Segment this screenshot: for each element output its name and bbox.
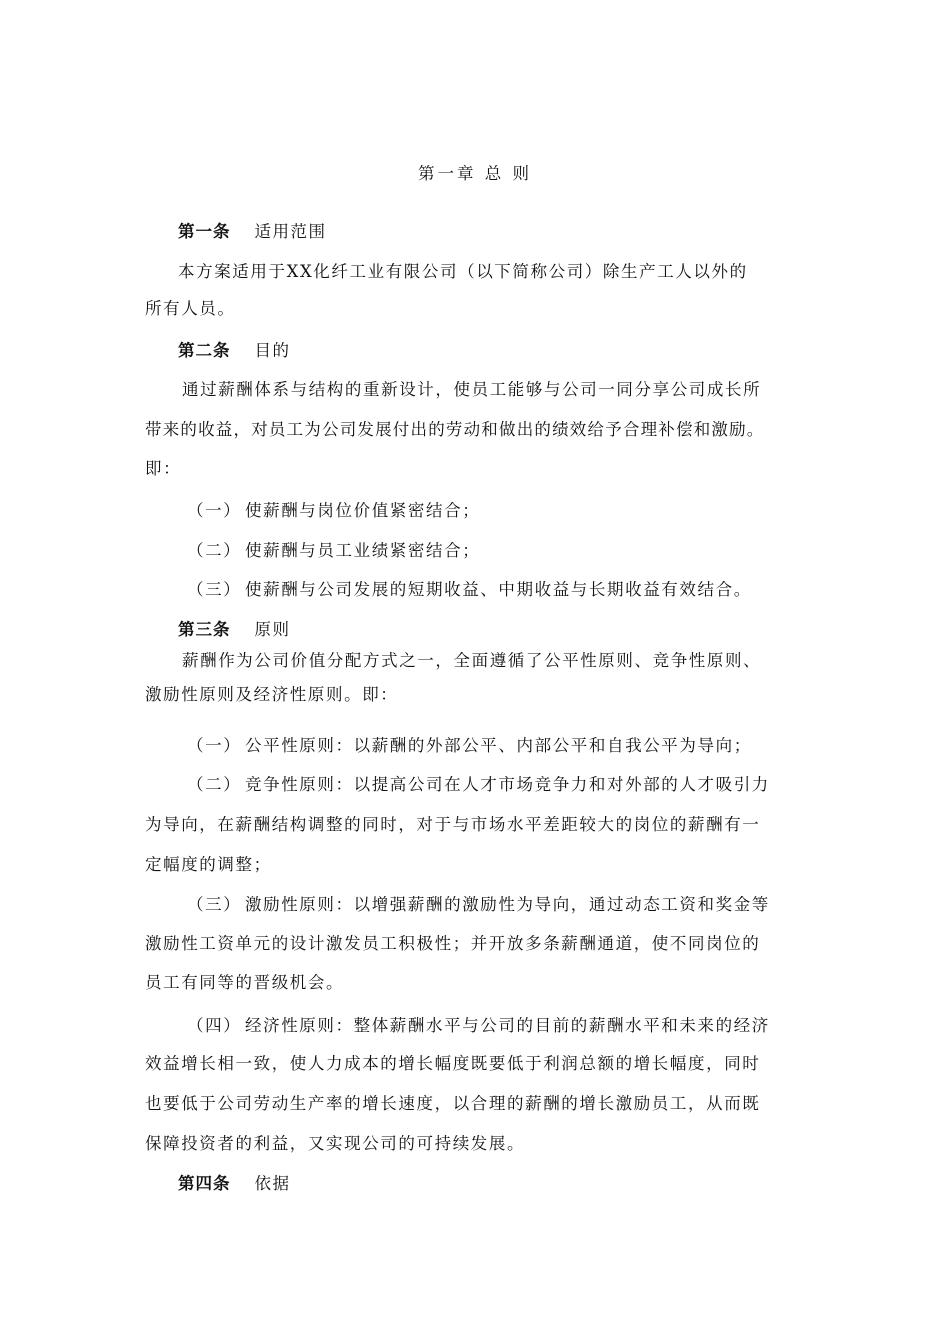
- list-marker: （一）: [187, 736, 242, 755]
- paragraph-line: 员工有同等的晋级机会。: [145, 973, 345, 992]
- article-number: 第二条: [178, 341, 231, 360]
- paragraph-line: 为导向，在薪酬结构调整的同时，对于与市场水平差距较大的岗位的薪酬有一: [145, 815, 761, 834]
- paragraph-line: 即：: [145, 459, 182, 478]
- paragraph-line: 薪酬作为公司价值分配方式之一，全面遵循了公平性原则、竞争性原则、: [182, 651, 762, 670]
- article-heading-1: [178, 221, 327, 243]
- article-number: 第四条: [178, 1174, 231, 1193]
- paragraph-line: 效益增长相一致，使人力成本的增长幅度既要低于利润总额的增长幅度，同时: [145, 1054, 761, 1073]
- list-marker: （二）: [187, 775, 242, 794]
- article-title: 原则: [254, 620, 291, 639]
- list-item: [187, 774, 770, 796]
- list-item-text: 使薪酬与公司发展的短期收益、中期收益与长期收益有效结合。: [245, 580, 752, 599]
- paragraph-line: 所有人员。: [145, 299, 236, 318]
- article-heading-4: [178, 1173, 291, 1195]
- list-item: [187, 540, 480, 562]
- list-item: [187, 500, 480, 522]
- list-marker: （一）: [187, 501, 242, 520]
- paragraph-line: 保障投资者的利益，又实现公司的可持续发展。: [145, 1134, 526, 1153]
- paragraph-line: 定幅度的调整；: [145, 855, 272, 874]
- article-title: 依据: [254, 1174, 291, 1193]
- chapter-title: 第一章 总 则: [418, 164, 532, 183]
- list-item-text: 竞争性原则：以提高公司在人才市场竞争力和对外部的人才吸引力: [245, 775, 770, 794]
- list-item: [187, 735, 752, 757]
- article-number: 第一条: [178, 222, 231, 241]
- list-item-text: 激励性原则：以增强薪酬的激励性为导向，通过动态工资和奖金等: [245, 895, 770, 914]
- paragraph-line: 本方案适用于XX化纤工业有限公司（以下简称公司）除生产工人以外的: [178, 262, 748, 281]
- list-item-text: 公平性原则：以薪酬的外部公平、内部公平和自我公平为导向；: [245, 736, 752, 755]
- article-title: 适用范围: [254, 222, 327, 241]
- list-item-text: 经济性原则：整体薪酬水平与公司的目前的薪酬水平和未来的经济: [245, 1016, 770, 1035]
- list-item-text: 使薪酬与员工业绩紧密结合；: [245, 541, 481, 560]
- list-item-text: 使薪酬与岗位价值紧密结合；: [245, 501, 481, 520]
- article-number: 第三条: [178, 620, 231, 639]
- list-marker: （二）: [187, 541, 242, 560]
- list-item: [187, 579, 752, 601]
- article-heading-3: [178, 619, 291, 641]
- list-item: [187, 1015, 770, 1037]
- list-item: [187, 894, 770, 916]
- paragraph-line: 带来的收益，对员工为公司发展付出的劳动和做出的绩效给予合理补偿和激励。: [145, 420, 765, 439]
- paragraph-line: 也要低于公司劳动生产率的增长速度，以合理的薪酬的增长激励员工，从而既: [145, 1094, 761, 1113]
- list-marker: （三）: [187, 895, 242, 914]
- paragraph-line: 激励性原则及经济性原则。即：: [145, 685, 399, 704]
- article-title: 目的: [254, 341, 291, 360]
- list-marker: （三）: [187, 580, 242, 599]
- paragraph-line: 激励性工资单元的设计激发员工积极性；并开放多条薪酬通道，使不同岗位的: [145, 934, 761, 953]
- article-heading-2: [178, 340, 291, 362]
- paragraph-line: 通过薪酬体系与结构的重新设计，使员工能够与公司一同分享公司成长所: [182, 380, 762, 399]
- list-marker: （四）: [187, 1016, 242, 1035]
